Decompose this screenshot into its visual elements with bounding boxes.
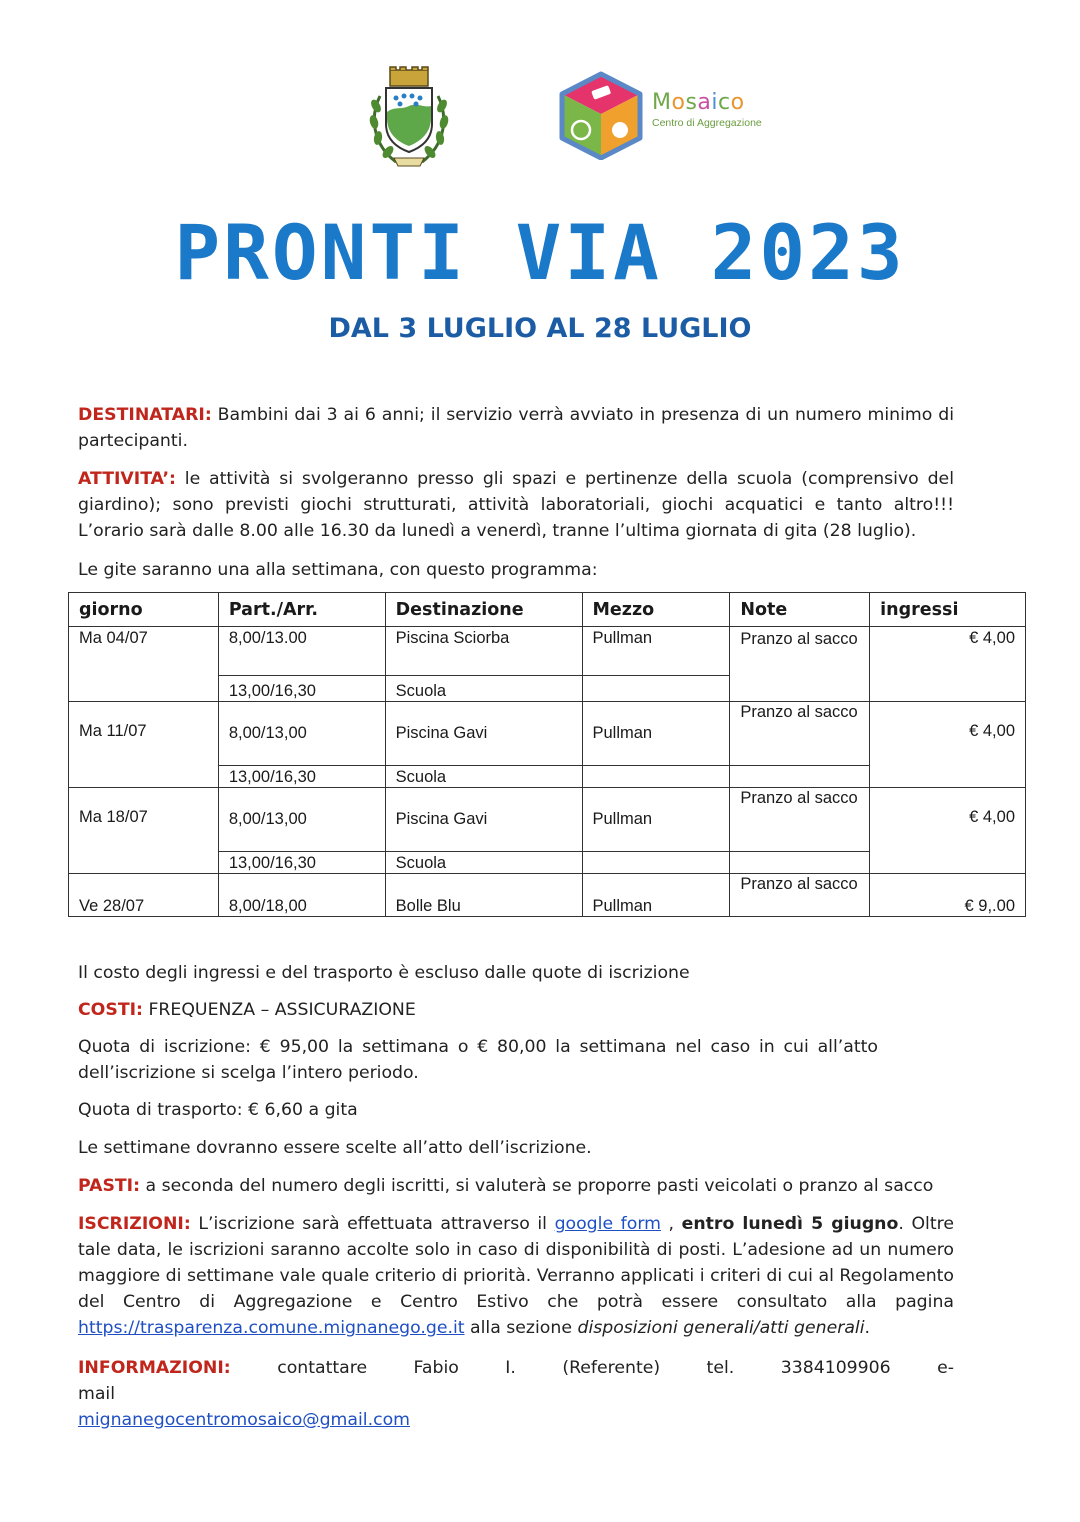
- table-row: [69, 874, 1026, 917]
- table-row: [69, 702, 1026, 766]
- cell-destinazione: Bolle Blu: [385, 874, 582, 917]
- sezione-name: disposizioni generali/atti generali: [577, 1318, 865, 1338]
- table-header-row: [69, 593, 1026, 627]
- cell-orario: 13,00/16,30: [218, 852, 385, 874]
- costi-text: FREQUENZA – ASSICURAZIONE: [142, 1000, 416, 1020]
- cell-note-empty: [730, 852, 870, 874]
- cell-mezzo: Pullman: [582, 874, 730, 917]
- cell-destinazione: Scuola: [385, 852, 582, 874]
- informazioni-text: contattare Fabio I. (Referente) tel. 3384109906 e-mail: [78, 1358, 954, 1404]
- informazioni-label: INFORMAZIONI:: [78, 1358, 231, 1378]
- cell-ingressi: € 9,.00: [870, 874, 1026, 917]
- quota-trasporto: Quota di trasporto: € 6,60 a gita: [78, 1100, 358, 1120]
- pasti-label: PASTI:: [78, 1176, 141, 1196]
- cell-giorno: Ma 11/07: [69, 702, 219, 788]
- cell-mezzo-empty: [582, 676, 730, 702]
- cell-destinazione: Piscina Gavi: [385, 702, 582, 766]
- cell-note: Pranzo al sacco: [730, 788, 870, 852]
- costi-paragraph: [78, 997, 954, 1023]
- cell-destinazione: Scuola: [385, 676, 582, 702]
- attivita-paragraph: [78, 466, 954, 544]
- cell-ingressi: € 4,00: [870, 788, 1026, 874]
- header-note: Note: [730, 593, 870, 627]
- comune-crest-icon: [366, 66, 452, 170]
- settimane-note: Le settimane dovranno essere scelte all’atto dell’iscrizione.: [78, 1138, 592, 1158]
- google-form-link[interactable]: google form: [554, 1214, 661, 1234]
- header-mezzo: Mezzo: [582, 593, 730, 627]
- cell-giorno: Ve 28/07: [69, 874, 219, 917]
- cell-giorno: Ma 18/07: [69, 788, 219, 874]
- cell-ingressi: € 4,00: [870, 702, 1026, 788]
- header-giorno: giorno: [69, 593, 219, 627]
- cell-orario: 8,00/13,00: [218, 702, 385, 766]
- attivita-text: le attività si svolgeranno presso gli spazi e pertinenze della scuola (comprensivo del giardino); sono previsti giochi strutturati, attività laboratoriali, giochi acquatici e tanto altro!!! L’orario sarà dalle 8.00 alle 16.30 da lunedì a venerdì, tranne l’ultima giornata di gita (28 luglio).: [78, 469, 954, 541]
- iscrizioni-paragraph: ISCRIZIONI: L’iscrizione sarà effettuata attraverso il google form , entro lunedì 5 giugno. Oltre tale data, le iscrizioni saranno accolte solo in caso di disponibilità di posti. L’adesione ad un numero maggiore di settimane vale quale criterio di priorità. Verranno applicati i criteri di cui al Regolamento del Centro di Aggregazione e Centro Estivo che potrà essere consultato alla pagina https://trasparenza.comune.mignanego.ge.it alla sezione disposizioni generali/atti generali.: [78, 1214, 954, 1338]
- mosaico-brand-name: Mosaico: [652, 90, 745, 115]
- destinatari-paragraph: [78, 402, 954, 454]
- mosaico-cube-icon: [558, 70, 644, 160]
- gite-intro: Le gite saranno una alla settimana, con questo programma:: [78, 560, 598, 580]
- table-row: [69, 627, 1026, 676]
- costo-ingressi-note: Il costo degli ingressi e del trasporto è escluso dalle quote di iscrizione: [78, 963, 690, 983]
- header-destinazione: Destinazione: [385, 593, 582, 627]
- cell-giorno: Ma 04/07: [69, 627, 219, 702]
- deadline: entro lunedì 5 giugno: [681, 1214, 899, 1234]
- cell-mezzo-empty: [582, 852, 730, 874]
- quota-iscrizione: Quota di iscrizione: € 95,00 la settimana o € 80,00 la settimana nel caso in cui all’atto dell’iscrizione si scelga l’intero periodo.: [78, 1037, 878, 1083]
- cell-ingressi: € 4,00: [870, 627, 1026, 702]
- attivita-label: ATTIVITA’:: [78, 469, 176, 489]
- cell-orario: 13,00/16,30: [218, 766, 385, 788]
- pasti-paragraph: [78, 1173, 978, 1199]
- header-part-arr: Part./Arr.: [218, 593, 385, 627]
- page-subtitle: DAL 3 LUGLIO AL 28 LUGLIO: [328, 313, 752, 344]
- trasparenza-link[interactable]: https://trasparenza.comune.mignanego.ge.it: [78, 1318, 465, 1338]
- informazioni-paragraph: [78, 1355, 954, 1433]
- cell-mezzo-empty: [582, 766, 730, 788]
- cell-orario: 8,00/18,00: [218, 874, 385, 917]
- cell-mezzo: Pullman: [582, 702, 730, 766]
- cell-mezzo: Pullman: [582, 627, 730, 676]
- table-row: [69, 788, 1026, 852]
- cell-destinazione: Piscina Sciorba: [385, 627, 582, 676]
- gite-table: [68, 592, 1026, 917]
- destinatari-label: DESTINATARI:: [78, 405, 212, 425]
- costi-label: COSTI:: [78, 1000, 143, 1020]
- cell-note: Pranzo al sacco: [730, 874, 870, 917]
- cell-orario: 13,00/16,30: [218, 676, 385, 702]
- page-title: PRONTI VIA 2023: [174, 208, 906, 297]
- cell-note: Pranzo al sacco: [730, 627, 870, 702]
- cell-note: Pranzo al sacco: [730, 702, 870, 766]
- cell-orario: 8,00/13,00: [218, 788, 385, 852]
- cell-destinazione: Scuola: [385, 766, 582, 788]
- cell-mezzo: Pullman: [582, 788, 730, 852]
- pasti-text: a seconda del numero degli iscritti, si valuterà se proporre pasti veicolati o pranzo al sacco: [140, 1176, 934, 1196]
- cell-note-empty: [730, 766, 870, 788]
- mosaico-tagline: Centro di Aggregazione: [652, 117, 762, 129]
- cell-orario: 8,00/13.00: [218, 627, 385, 676]
- iscrizioni-label: ISCRIZIONI:: [78, 1214, 191, 1234]
- email-link[interactable]: mignanegocentromosaico@gmail.com: [78, 1410, 410, 1430]
- destinatari-text: Bambini dai 3 ai 6 anni; il servizio verrà avviato in presenza di un numero minimo di partecipanti.: [78, 405, 954, 451]
- header-ingressi: ingressi: [870, 593, 1026, 627]
- cell-destinazione: Piscina Gavi: [385, 788, 582, 852]
